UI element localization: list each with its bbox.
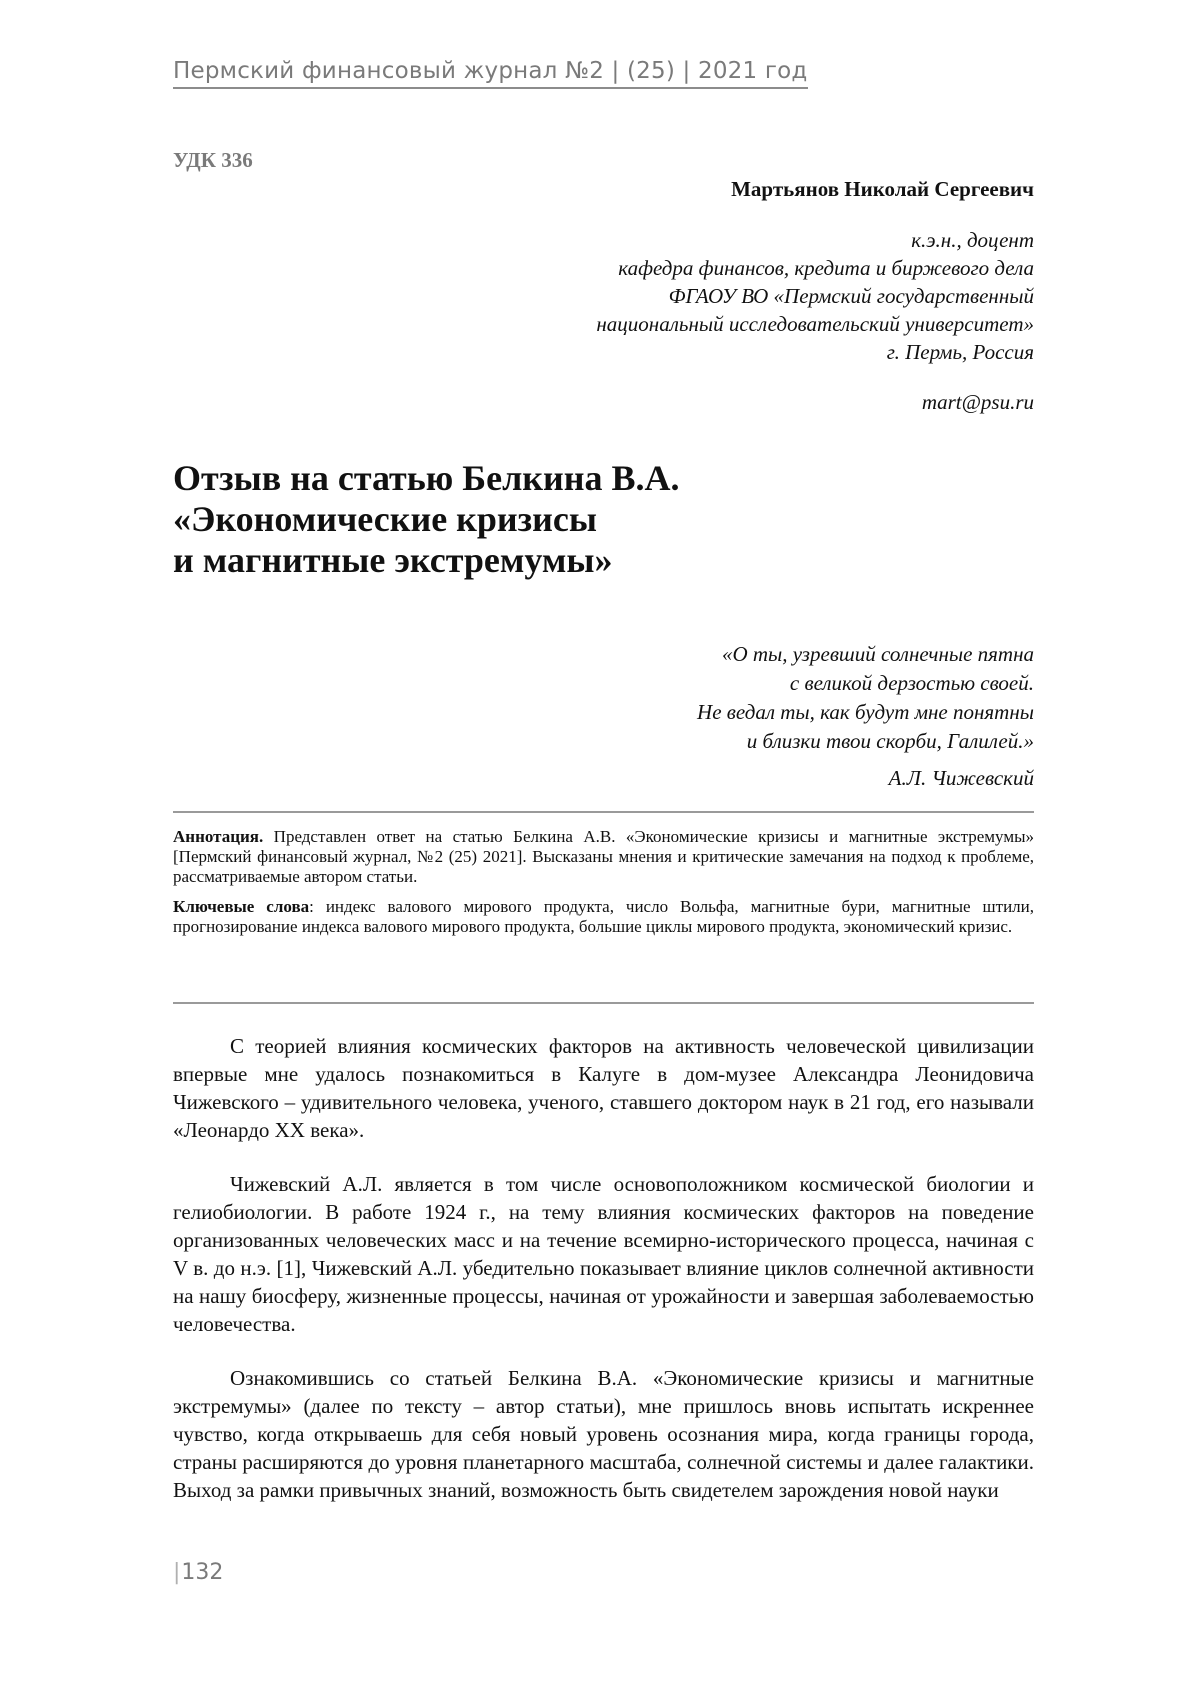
author-city: г. Пермь, Россия (886, 340, 1034, 364)
title-line-2: «Экономические кризисы (173, 499, 597, 539)
abstract-block (173, 827, 1034, 947)
epigraph-source: А.Л. Чижевский (888, 766, 1034, 790)
page-number-value: 132 (181, 1560, 224, 1585)
udk-code: УДК 336 (173, 148, 253, 172)
author-name: Мартьянов Николай Сергеевич (731, 177, 1034, 201)
body-paragraph-2: Чижевский А.Л. является в том числе основоположником космической биологии и гелиобиологии. В работе 1924 г., на тему влияния космических факторов на поведение организованных человеческих масс и на течение всемирно-исторического процесса, начиная с V в. до н.э. [1], Чижевский А.Л. убедительно показывает влияние циклов солнечной активности на нашу биосферу, жизненные процессы, начиная от урожайности и завершая заболеваемостью человечества. (173, 1172, 1034, 1336)
author-email[interactable]: mart@psu.ru (921, 390, 1034, 414)
body-paragraph-1: С теорией влияния космических факторов на активность человеческой цивилизации впервые мне удалось познакомиться в Калуге в дом-музее Александра Леонидовича Чижевского – удивительного человека, ученого, ставшего доктором наук в 21 год, его называли «Леонардо ХХ века». (173, 1034, 1034, 1142)
abstract-text: Представлен ответ на статью Белкина А.В. «Экономические кризисы и магнитные экстремумы» [Пермский финансовый журнал, №2 (25) 2021]. Высказаны мнения и критические замечания на подход к проблеме, рассматриваемые автором статьи. (173, 827, 1034, 886)
keywords-text: индекс валового мирового продукта, число Вольфа, магнитные бури, магнитные штили, прогнозирование индекса валового мирового продукта, большие циклы мирового продукта, экономический кризис. (173, 897, 1034, 936)
author-degree: к.э.н., доцент (911, 228, 1034, 252)
abstract-label: Аннотация. (173, 827, 264, 846)
epigraph-line-4: и близки твои скорби, Галилей.» (746, 729, 1034, 753)
keywords-separator: : (309, 897, 314, 916)
epigraph-line-3: Не ведал ты, как будут мне понятны (697, 700, 1034, 724)
author-department: кафедра финансов, кредита и биржевого дела (618, 256, 1034, 280)
abstract-top-rule (173, 811, 1034, 813)
body-paragraph-3: Ознакомившись со статьей Белкина В.А. «Экономические кризисы и магнитные экстремумы» (далее по тексту – автор статьи), мне пришлось вновь испытать искреннее чувство, когда открываешь для себя новый уровень осознания мира, когда границы города, страны расширяются до уровня планетарного масштаба, солнечной системы и далее галактики. Выход за рамки привычных знаний, возможность быть свидетелем зарождения новой науки (173, 1366, 1034, 1502)
author-block (334, 176, 1034, 416)
epigraph-line-1: «О ты, узревший солнечные пятна (721, 642, 1034, 666)
abstract-bottom-rule (173, 1002, 1034, 1004)
abstract-paragraph (173, 827, 1034, 887)
author-university-line1: ФГАОУ ВО «Пермский государственный (668, 284, 1034, 308)
epigraph-line-2: с великой дерзостью своей. (789, 671, 1034, 695)
running-header: Пермский финансовый журнал №2 | (25) | 2021 год (173, 58, 808, 89)
page-number-bar: | (173, 1560, 181, 1585)
keywords-label: Ключевые слова (173, 897, 310, 916)
article-title (173, 458, 1033, 581)
article-body (173, 1032, 1034, 1530)
keywords-paragraph (173, 897, 1034, 937)
title-line-1: Отзыв на статью Белкина В.А. (173, 458, 680, 498)
title-line-3: и магнитные экстремумы» (173, 540, 613, 580)
page-number (173, 1560, 223, 1585)
author-university-line2: национальный исследовательский университет» (596, 312, 1034, 336)
epigraph (334, 640, 1034, 793)
